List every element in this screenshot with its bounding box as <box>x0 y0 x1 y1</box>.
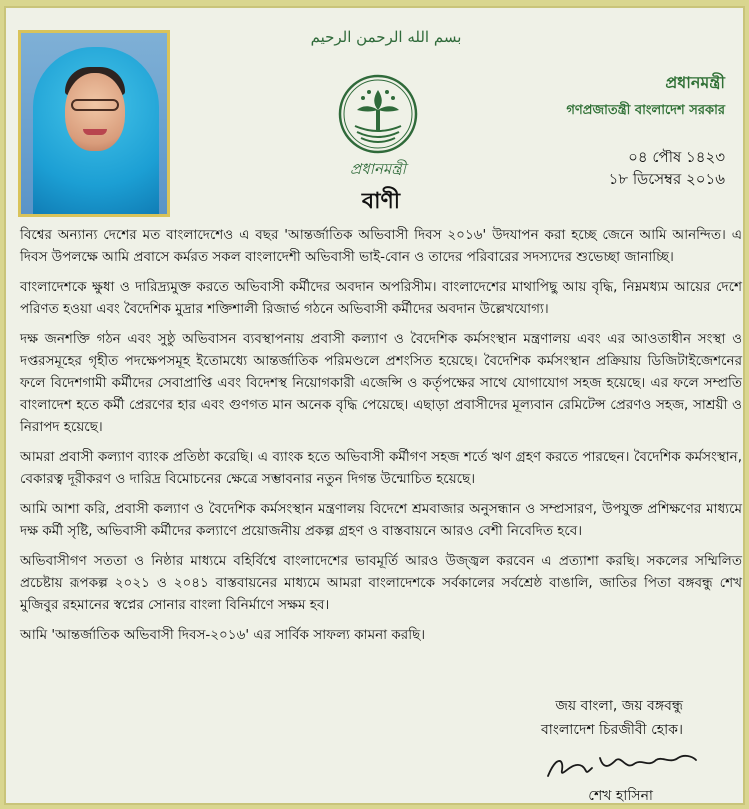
paragraph: দক্ষ জনশক্তি গঠন এবং সুষ্ঠু অভিবাসন ব্যবস্থাপনায় প্রবাসী কল্যাণ ও বৈদেশিক কর্মসংস্থান মন্ত্রণালয় এবং এর আওতাধীন সংস্থা ও দপ্তরসমূহের গৃহীত পদক্ষেপসমূহ ইতোমধ্যে আন্তর্জাতিক পরিমণ্ডলে প্রশংসিত হয়েছে। বৈদেশিক কর্মসংস্থান প্রক্রিয়ায় ডিজিটাইজেশনের ফলে বিদেশগামী কর্মীদের সেবাপ্রাপ্তি এবং বিদেশস্থ নিয়োগকারী এজেন্সি ও কর্তৃপক্ষের সাথে যোগাযোগ সহজ হয়েছে। এর ফলে সম্প্রতি বাংলাদেশ হতে কর্মী প্রেরণের হার এবং গুণগত মান অনেক বৃদ্ধি পেয়েছে। এছাড়া প্রবাসীদের মূল্যবান রেমিটেন্স প্রেরণও সহজ, সাশ্রয়ী ও নিরাপদ হয়েছে। <box>20 331 742 435</box>
paragraph: আমি 'আন্তর্জাতিক অভিবাসী দিবস-২০১৬' এর সার্বিক সাফল্য কামনা করছি। <box>20 627 426 643</box>
portrait-face <box>65 73 125 151</box>
portrait-glasses <box>71 99 119 111</box>
emblem-label: প্রধানমন্ত্রী <box>350 160 406 178</box>
signer-name: শেখ হাসিনা <box>588 788 653 804</box>
office-block <box>465 70 725 122</box>
closing-block <box>483 694 683 742</box>
office-title: প্রধানমন্ত্রী <box>665 73 725 92</box>
paragraph: বিশ্বের অন্যান্য দেশের মত বাংলাদেশেও এ বছর 'আন্তর্জাতিক অভিবাসী দিবস ২০১৬' উদযাপন করা হচ্ছে জেনে আমি আনন্দিত। এ দিবস উপলক্ষে আমি প্রবাসে কর্মরত সকল বাংলাদেশী অভিবাসী ভাই-বোন ও তাদের পরিবারের সদস্যদের শুভেচ্ছা জানাচ্ছি। <box>20 227 742 265</box>
closing-line-1: জয় বাংলা, জয় বঙ্গবন্ধু <box>555 698 683 714</box>
paragraph: বাংলাদেশকে ক্ষুধা ও দারিদ্র্যমুক্ত করতে অভিবাসী কর্মীদের অবদান অপরিসীম। বাংলাদেশের মাথাপিছু আয় বৃদ্ধি, নিম্নমধ্যম আয়ের দেশে পরিণত হওয়া এবং বৈদেশিক মুদ্রার শক্তিশালী রিজার্ভ গঠনে অভিবাসী কর্মীদের অবদান উল্লেখযোগ্য। <box>20 279 742 317</box>
page-title: বাণী <box>361 189 401 214</box>
paragraph: আমরা প্রবাসী কল্যাণ ব্যাংক প্রতিষ্ঠা করেছি। এ ব্যাংক হতে অভিবাসী কর্মীগণ সহজ শর্তে ঋণ গ্রহণ করতে পারছেন। বৈদেশিক কর্মসংস্থান, বেকারত্ব দূরীকরণ ও দারিদ্র বিমোচনের ক্ষেত্রে সম্ভাবনার নতুন দিগন্ত উন্মোচিত হয়েছে। <box>20 449 742 487</box>
portrait-photo <box>18 30 170 217</box>
date-block <box>525 146 725 190</box>
date-gregorian: ১৮ ডিসেম্বর ২০১৬ <box>608 170 725 188</box>
basmala-calligraphy: بسم الله الرحمن الرحيم <box>310 28 462 46</box>
date-bengali: ০৪ পৌষ ১৪২৩ <box>628 148 725 166</box>
office-subtitle: গণপ্রজাতন্ত্রী বাংলাদেশ সরকার <box>566 103 725 118</box>
closing-line-2: বাংলাদেশ চিরজীবী হোক। <box>540 722 683 738</box>
handwritten-signature <box>542 746 702 786</box>
paragraph: অভিবাসীগণ সততা ও নিষ্ঠার মাধ্যমে বহির্বিশ্বে বাংলাদেশের ভাবমূর্তি আরও উজ্জ্বল করবেন এ প্রত্যাশা করছি। সকলের সম্মিলিত প্রচেষ্টায় রূপকল্প ২০২১ ও ২০৪১ বাস্তবায়নের মাধ্যমে আমরা বাংলাদেশকে সর্বকালের সর্বশ্রেষ্ঠ বাঙালি, জাতির পিতা বঙ্গবন্ধু শেখ মুজিবুর রহমানের স্বপ্নের সোনার বাংলা বিনির্মাণে সক্ষম হব। <box>20 553 742 613</box>
portrait-mouth <box>83 129 107 135</box>
message-body <box>20 224 742 654</box>
paragraph: আমি আশা করি, প্রবাসী কল্যাণ ও বৈদেশিক কর্মসংস্থান মন্ত্রণালয় বিদেশে শ্রমবাজার অনুসন্ধান ও সম্প্রসারণ, উপযুক্ত প্রশিক্ষণের মাধ্যমে দক্ষ কর্মী সৃষ্টি, অভিবাসী কর্মীদের কল্যাণে প্রয়োজনীয় প্রকল্প গ্রহণ ও বাস্তবায়নে আরও বেশী নিবেদিত হবে। <box>20 501 742 539</box>
message-document <box>4 6 745 805</box>
